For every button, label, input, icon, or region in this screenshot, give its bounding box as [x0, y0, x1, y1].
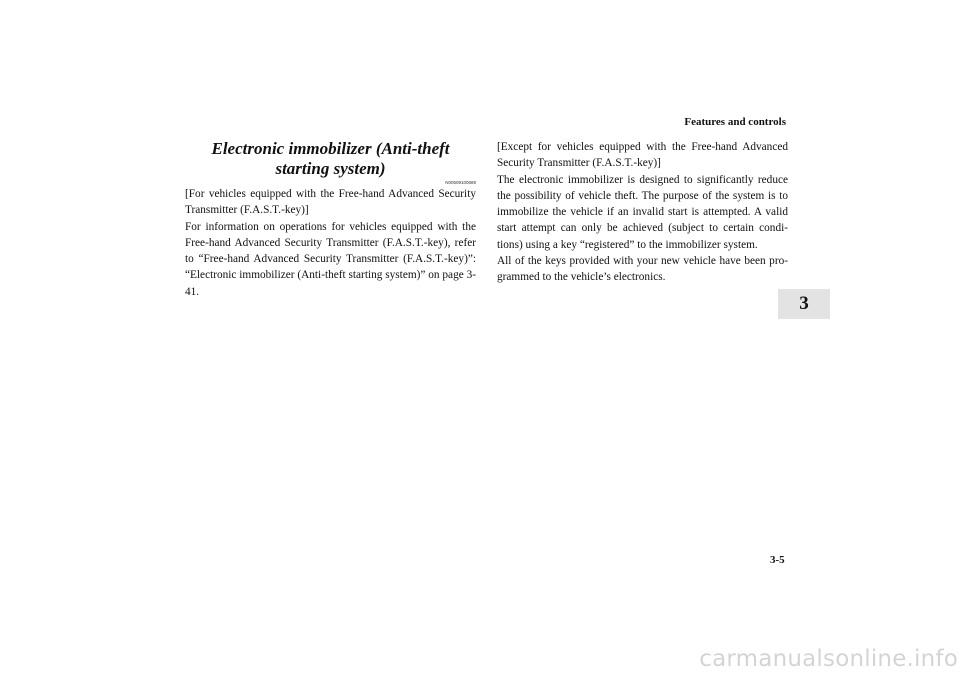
paragraph: [Except for vehicles equipped with the Free-hand Advanced Security Transmitter (F.A.S.T.-key)] [497, 141, 788, 170]
section-heading: Electronic immobilizer (Anti-theft starting system) [211, 139, 450, 178]
reference-code: N00509100689 [445, 180, 476, 185]
chapter-number: 3 [799, 293, 809, 314]
left-column [185, 139, 476, 300]
running-header: Features and controls [684, 116, 786, 128]
right-column [497, 139, 788, 286]
watermark: carmanualsonline.info [699, 646, 958, 672]
paragraph: The electronic immobilizer is designed to significantly reduce the possibility of vehicle theft. The purpose of the system is to immobilize the vehicle if an invalid start is attempted. A valid start attempt can only be achieved (subject to certain condi-tions) using a key “registered” to the immobilizer system. [497, 173, 788, 251]
paragraph: For information on operations for vehicles equipped with the Free-hand Advanced Security Transmitter (F.A.S.T.-key), refer to “Free-hand Advanced Security Transmitter (F.A.S.T.-key)”: “Electronic immobilizer (Anti-theft starting system)” on page 3-41. [185, 220, 476, 298]
paragraph: All of the keys provided with your new vehicle have been pro-grammed to the vehicle’s electronics. [497, 255, 788, 284]
chapter-tab [778, 289, 830, 319]
paragraph: [For vehicles equipped with the Free-hand Advanced Security Transmitter (F.A.S.T.-key)] [185, 188, 476, 217]
page-number: 3-5 [770, 554, 785, 566]
